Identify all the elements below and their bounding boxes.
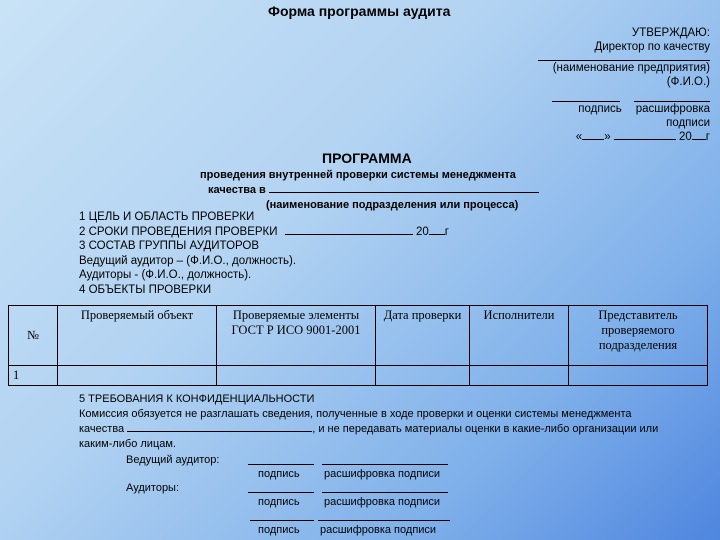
approval-decode-line[interactable] [634,93,710,102]
section-2-year-line[interactable] [429,234,445,235]
table-header-executors: Исполнители [470,306,569,366]
lead-decode-caption: расшифровка подписи [324,468,441,480]
table-cell-number: 1 [9,366,58,386]
confidentiality-quality-line[interactable] [127,431,312,432]
approval-approve: УТВЕРЖДАЮ: [631,27,710,39]
approval-day-line[interactable] [582,139,604,140]
approval-position: Директор по качеству [594,41,710,53]
approval-company-line[interactable] [538,54,710,61]
table-header-elements: Проверяемые элементы ГОСТ Р ИСО 9001-2001 [217,306,376,366]
section-4: 4 ОБЪЕКТЫ ПРОВЕРКИ [79,283,212,296]
confidentiality-block [79,392,709,452]
auditor2-sign-line[interactable] [250,508,314,521]
approval-decode-caption: расшифровка [635,103,710,115]
lead-decode-line[interactable] [322,452,448,465]
sections-block [79,210,449,297]
confidentiality-text-3: каким-либо лицам. [79,438,176,450]
table-cell-date[interactable] [376,366,470,386]
approval-name-caption: (Ф.И.О.) [666,76,710,88]
confidentiality-text-1: Комиссия обязуется не разглашать сведения, полученные в ходе проверки и оценки системы менеджмента [79,408,632,420]
auditor1-sign-caption: подпись [258,496,300,508]
table-header-object: Проверяемый объект [58,306,217,366]
approval-month-line[interactable] [614,139,676,140]
lead-sign-line[interactable] [248,452,314,465]
section-2-date-line[interactable] [285,234,413,235]
table-cell-executors[interactable] [470,366,569,386]
table-cell-elements[interactable] [217,366,376,386]
auditor1-sign-line[interactable] [248,480,314,493]
section-2: 2 СРОКИ ПРОВЕДЕНИЯ ПРОВЕРКИ 20 г [79,225,449,238]
table-header-date: Дата проверки [376,306,470,366]
auditor2-decode-line[interactable] [318,508,450,521]
audit-objects-table [8,305,708,386]
table-cell-object[interactable] [58,366,217,386]
approval-block [530,26,710,144]
confidentiality-text-2: качества , и не передавать материалы оценки в какие-либо организации или [79,423,659,435]
lead-sign-caption: подпись [258,468,300,480]
auditor2-sign-caption: подпись [258,524,300,536]
lead-auditor-text: Ведущий аудитор – (Ф.И.О., должность). [79,254,297,267]
section-5: 5 ТРЕБОВАНИЯ К КОНФИДЕНЦИАЛЬНОСТИ [79,393,315,405]
approval-date: « » 20 г [575,131,710,143]
approval-sign-line[interactable] [552,93,620,102]
auditor1-decode-line[interactable] [322,480,448,493]
table-header-representative: Представитель проверяемого подразделения [569,306,708,366]
program-subtitle [200,168,539,213]
table-header-row [9,306,708,366]
page-title: Форма программы аудита [268,3,451,19]
program-line-2-prefix: качества в [208,184,266,196]
approval-company-caption: (наименование предприятия) [552,62,710,74]
approval-year-line[interactable] [692,139,706,140]
section-1: 1 ЦЕЛЬ И ОБЛАСТЬ ПРОВЕРКИ [79,211,255,223]
approval-decode-caption-2: подписи [666,117,710,129]
table-row [9,366,708,386]
auditor2-decode-caption: расшифровка подписи [320,524,437,536]
lead-auditor-label: Ведущий аудитор: [126,454,220,466]
auditors-label: Аудиторы: [126,482,180,494]
approval-sign-caption: подпись [578,103,622,115]
auditors-text: Аудиторы - (Ф.И.О., должность). [79,269,252,281]
table-cell-representative[interactable] [569,366,708,386]
program-line-3: (наименование подразделения или процесса) [266,199,519,211]
program-line-1: проведения внутренней проверки системы менеджмента [200,169,516,181]
program-heading: ПРОГРАММА [322,150,412,166]
table-header-number: № [9,306,58,366]
program-unit-line[interactable] [269,192,539,193]
auditor1-decode-caption: расшифровка подписи [324,496,441,508]
section-3: 3 СОСТАВ ГРУППЫ АУДИТОРОВ [79,240,260,252]
